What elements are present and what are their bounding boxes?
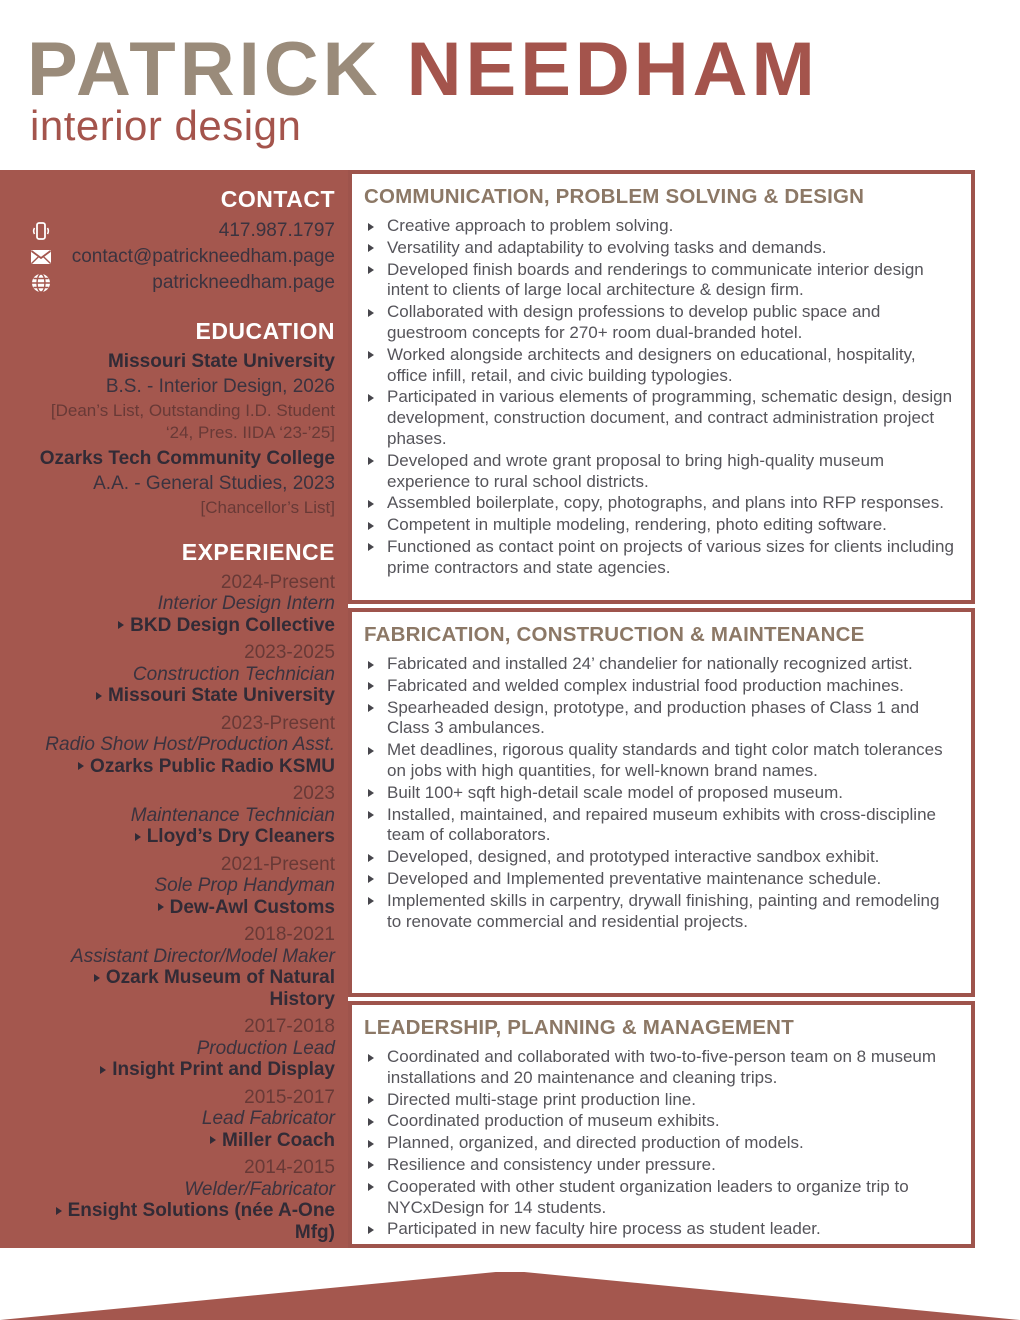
bullet-arrow-icon [368, 1118, 374, 1126]
job-role: Construction Technician [132, 663, 335, 685]
job-company: Miller Coach [36, 1130, 335, 1152]
experience-heading: EXPERIENCE [181, 538, 335, 565]
job-company: Insight Print and Display [36, 1059, 335, 1081]
bullet-arrow-icon [78, 762, 84, 770]
job-entry [36, 1016, 335, 1081]
first-name: PATRICK [27, 27, 382, 112]
email-icon [30, 246, 52, 268]
bullet-item: Creative approach to problem solving. [364, 216, 957, 237]
bullet-item: Assembled boilerplate, copy, photographs, and plans into RFP responses. [364, 493, 957, 514]
bullet-arrow-icon [368, 747, 374, 755]
job-role: Lead Fabricator [201, 1108, 335, 1129]
job-years: 2021-Present [220, 853, 335, 875]
bullet-arrow-icon [210, 1136, 216, 1144]
job-entry [36, 1157, 335, 1243]
bullet-item: Versatility and adaptability to evolving tasks and demands. [364, 238, 957, 259]
bullet-arrow-icon [56, 1207, 62, 1215]
section-heading: FABRICATION, CONSTRUCTION & MAINTENANCE [364, 623, 865, 646]
bullet-arrow-icon [368, 682, 374, 690]
bullet-item: Coordinated production of museum exhibits. [364, 1111, 957, 1132]
bullet-arrow-icon [368, 244, 374, 252]
job-role: Interior Design Intern [157, 593, 335, 614]
job-years: 2023-2025 [244, 642, 335, 663]
bullet-arrow-icon [368, 223, 374, 231]
job-company: Ozarks Public Radio KSMU [36, 756, 335, 778]
sidebar [0, 170, 348, 1248]
bullet-list [364, 654, 957, 932]
bullet-item: Resilience and consistency under pressure. [364, 1155, 957, 1176]
bullet-item: Cooperated with other student organization leaders to organize trip to NYCxDesign for 14 students. [364, 1177, 957, 1219]
job-role: Sole Prop Handyman [154, 875, 335, 896]
contact-phone-row [36, 218, 335, 244]
job-years: 2023 [292, 783, 335, 804]
bullet-item: Developed and Implemented preventative maintenance schedule. [364, 869, 957, 890]
bullet-arrow-icon [368, 394, 374, 402]
website-value[interactable]: patrickneedham.page [152, 272, 335, 293]
bullet-item: Directed multi-stage print production line. [364, 1090, 957, 1111]
page-title [27, 27, 819, 112]
job-years: 2014-2015 [244, 1157, 335, 1178]
globe-icon [30, 272, 52, 294]
education-heading: EDUCATION [195, 318, 335, 344]
job-company: Dew-Awl Customs [36, 897, 335, 919]
phone-icon [30, 220, 52, 242]
bullet-arrow-icon [94, 974, 100, 982]
job-entry [36, 1087, 335, 1152]
bullet-item: Developed finish boards and renderings to communicate interior design intent to clients of large local architecture & design firm. [364, 260, 957, 302]
job-years: 2024-Present [220, 571, 335, 593]
bullet-item: Fabricated and installed 24’ chandelier for nationally recognized artist. [364, 654, 957, 675]
footer-chevron-shape [0, 1272, 1020, 1320]
bullet-arrow-icon [368, 875, 374, 883]
bullet-arrow-icon [368, 704, 374, 712]
job-years: 2023-Present [220, 712, 335, 734]
bullet-arrow-icon [158, 903, 164, 911]
bullet-arrow-icon [368, 1183, 374, 1191]
bullet-arrow-icon [368, 351, 374, 359]
bullet-arrow-icon [368, 854, 374, 862]
job-company: Lloyd’s Dry Cleaners [36, 826, 335, 848]
job-role: Radio Show Host/Production Asst. [45, 734, 335, 755]
contact-heading: CONTACT [220, 186, 335, 212]
job-years: 2015-2017 [244, 1086, 335, 1108]
school-honors: [Dean’s List, Outstanding I.D. Student ‘24, Pres. IIDA ‘23-’25] [50, 401, 335, 442]
school-honors: [Chancellor’s List] [200, 498, 335, 517]
bullet-arrow-icon [368, 457, 374, 465]
job-role: Maintenance Technician [130, 804, 335, 826]
last-name: NEEDHAM [406, 27, 819, 112]
bullet-arrow-icon [368, 522, 374, 530]
job-role: Production Lead [196, 1037, 335, 1059]
bullet-arrow-icon [368, 1096, 374, 1104]
education-entry [36, 350, 335, 443]
bullet-item: Worked alongside architects and designers on educational, hospitality, office infill, retail, and civic building typologies. [364, 345, 957, 387]
job-company: BKD Design Collective [36, 615, 335, 637]
section-heading: LEADERSHIP, PLANNING & MANAGEMENT [364, 1016, 794, 1039]
bullet-item: Planned, organized, and directed production of models. [364, 1133, 957, 1154]
job-entry [36, 642, 335, 707]
bullet-item: Coordinated and collaborated with two-to-five-person team on 8 museum installations and 20 maintenance and cleaning trips. [364, 1047, 957, 1089]
school-degree: A.A. - General Studies, 2023 [93, 473, 335, 494]
bullet-arrow-icon [368, 266, 374, 274]
bullet-arrow-icon [368, 309, 374, 317]
section-communication [348, 170, 975, 604]
bullet-arrow-icon [368, 811, 374, 819]
bullet-item: Fabricated and welded complex industrial food production machines. [364, 676, 957, 697]
job-entry [36, 854, 335, 919]
bullet-arrow-icon [135, 833, 141, 841]
bullet-arrow-icon [368, 897, 374, 905]
bullet-item: Participated in various elements of programming, schematic design, design development, construction document, and contract administration project phases. [364, 387, 957, 449]
bullet-arrow-icon [368, 500, 374, 508]
job-role: Welder/Fabricator [184, 1178, 335, 1200]
bullet-item: Built 100+ sqft high-detail scale model of proposed museum. [364, 783, 957, 804]
bullet-arrow-icon [368, 1226, 374, 1234]
job-entry [36, 713, 335, 778]
contact-email-row [36, 244, 335, 270]
job-role: Assistant Director/Model Maker [71, 945, 335, 967]
school-name: Ozarks Tech Community College [39, 448, 335, 469]
bullet-arrow-icon [368, 1161, 374, 1169]
profession-subtitle: interior design [30, 102, 302, 149]
job-years: 2017-2018 [244, 1016, 335, 1037]
bullet-item: Implemented skills in carpentry, drywall finishing, painting and remodeling to renovate commercial and residential projects. [364, 891, 957, 933]
bullet-item: Installed, maintained, and repaired museum exhibits with cross-discipline team of collaborators. [364, 805, 957, 847]
bullet-arrow-icon [118, 621, 124, 629]
education-entry [36, 447, 335, 519]
job-company: Missouri State University [36, 685, 335, 707]
section-leadership [348, 1001, 975, 1248]
phone-value: 417.987.1797 [218, 220, 335, 241]
bullet-arrow-icon [100, 1066, 106, 1074]
bullet-item: Developed, designed, and prototyped interactive sandbox exhibit. [364, 847, 957, 868]
job-years: 2018-2021 [244, 924, 335, 945]
bullet-item: Met deadlines, rigorous quality standards and tight color match tolerances on jobs with high quantities, for well-known brand names. [364, 740, 957, 782]
email-value[interactable]: contact@patrickneedham.page [71, 246, 335, 267]
bullet-arrow-icon [368, 1140, 374, 1148]
bullet-arrow-icon [368, 543, 374, 551]
job-company: Ensight Solutions (née A-One Mfg) [36, 1200, 335, 1243]
bullet-item: Developed and wrote grant proposal to bring high-quality museum experience to rural school districts. [364, 451, 957, 493]
bullet-arrow-icon [96, 692, 102, 700]
bullet-list [364, 216, 957, 579]
job-entry [36, 783, 335, 848]
section-heading: COMMUNICATION, PROBLEM SOLVING & DESIGN [364, 185, 865, 208]
bullet-item: Spearheaded design, prototype, and production phases of Class 1 and Class 3 ambulances. [364, 698, 957, 740]
bullet-arrow-icon [368, 789, 374, 797]
job-entry [36, 924, 335, 1010]
bullet-arrow-icon [368, 661, 374, 669]
contact-website-row [36, 270, 335, 296]
school-name: Missouri State University [107, 351, 335, 372]
bullet-arrow-icon [368, 1054, 374, 1062]
bullet-item: Collaborated with design professions to develop public space and guestroom concepts for 270+ room dual-branded hotel. [364, 302, 957, 344]
section-fabrication [348, 608, 975, 997]
bullet-list [364, 1047, 957, 1240]
school-degree: B.S. - Interior Design, 2026 [105, 376, 335, 397]
bullet-item: Functioned as contact point on projects of various sizes for clients including prime contractors and state agencies. [364, 537, 957, 579]
job-entry [36, 572, 335, 637]
bullet-item: Competent in multiple modeling, rendering, photo editing software. [364, 515, 957, 536]
bullet-item: Participated in new faculty hire process as student leader. [364, 1219, 957, 1240]
job-company: Ozark Museum of Natural History [36, 967, 335, 1010]
